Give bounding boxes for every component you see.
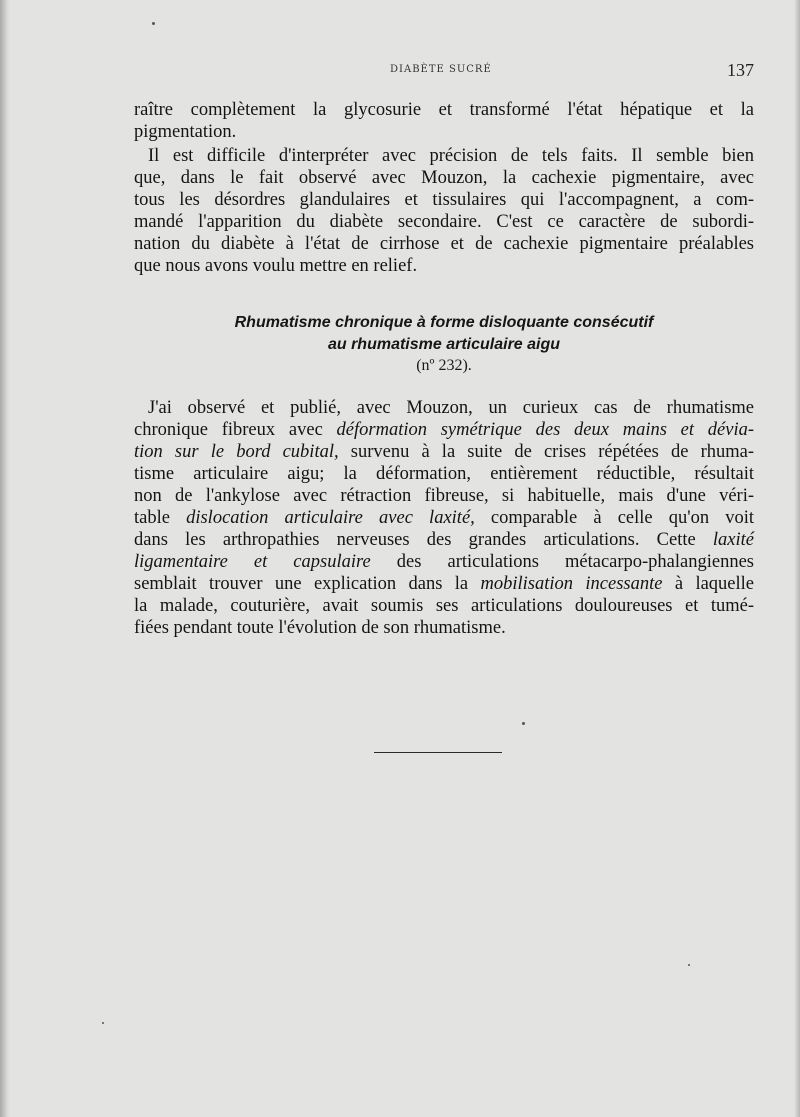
text-line: Il est difficile d'interpréter avec précision de tels faits. Il semble bien [148,146,754,166]
text-run: chronique fibreux avec [134,420,337,440]
text-line: tous les désordres glandulaires et tissulaires qui l'accompagnent, a com- [134,190,754,210]
paper-speck [152,22,155,25]
text-line: tisme articulaire aigu; la déformation, entièrement réductible, résultait [134,464,754,484]
paragraph-interpretation [134,145,754,277]
text-line: que, dans le fait observé avec Mouzon, la cachexie pigmentaire, avec [134,168,754,188]
text-run: comparable à celle qu'on voit [474,508,754,528]
paragraph-continuation [134,99,754,143]
section-heading-line: Rhumatisme chronique à forme disloquante consécutif [234,314,654,331]
section-heading-line: au rhumatisme articulaire aigu [327,336,561,353]
text-line [134,507,754,529]
text-line [134,441,754,463]
text-line: nation du diabète à l'état de cirrhose et de cachexie pigmentaire préalables [134,234,754,254]
text-line [134,529,754,551]
text-line: que nous avons voulu mettre en relief. [134,256,418,276]
text-line: non de l'ankylose avec rétraction fibreuse, si habituelle, mais d'une véri- [134,486,754,506]
binding-shadow [0,0,10,1117]
paper-speck [102,1022,104,1024]
text-run: table [134,508,187,528]
page-number: 137 [727,60,754,80]
italic-text-run: laxité [712,530,754,550]
text-line: mandé l'apparition du diabète secondaire. C'est ce caractère de subordi- [134,212,754,232]
text-run: survenu à la suite de crises répétées de rhuma- [338,442,754,462]
page-edge [794,0,800,1117]
text-line [134,573,754,595]
italic-text-run: tion sur le bord cubital, [134,442,339,462]
italic-text-run: dislocation articulaire avec laxité, [186,508,475,528]
text-line [134,551,754,573]
case-reference: (nº 232). [416,357,472,374]
text-run: semblait trouver une explication dans la [134,574,481,594]
text-run: des articulations métacarpo-phalangiennes [370,552,755,572]
italic-text-run: ligamentaire et capsulaire [134,552,371,572]
text-line [134,419,754,441]
paragraph-case-description [134,397,754,639]
italic-text-run: déformation symétrique des deux mains et dévia- [336,420,754,440]
text-line: pigmentation. [134,122,237,142]
section-heading [134,312,754,356]
paper-speck [688,964,690,966]
running-head: DIABÈTE SUCRÉ [390,64,492,75]
text-line: J'ai observé et publié, avec Mouzon, un curieux cas de rhumatisme [148,398,754,418]
end-rule [374,752,502,753]
text-run: dans les arthropathies nerveuses des grandes articulations. Cette [134,530,713,550]
italic-text-run: mobilisation incessante [480,574,663,594]
text-line: fiées pendant toute l'évolution de son rhumatisme. [134,618,506,638]
text-run: à laquelle [662,574,754,594]
paper-speck [522,722,525,725]
text-line: raître complètement la glycosurie et transformé l'état hépatique et la [134,100,754,120]
text-line: la malade, couturière, avait soumis ses articulations douloureuses et tumé- [134,596,754,616]
